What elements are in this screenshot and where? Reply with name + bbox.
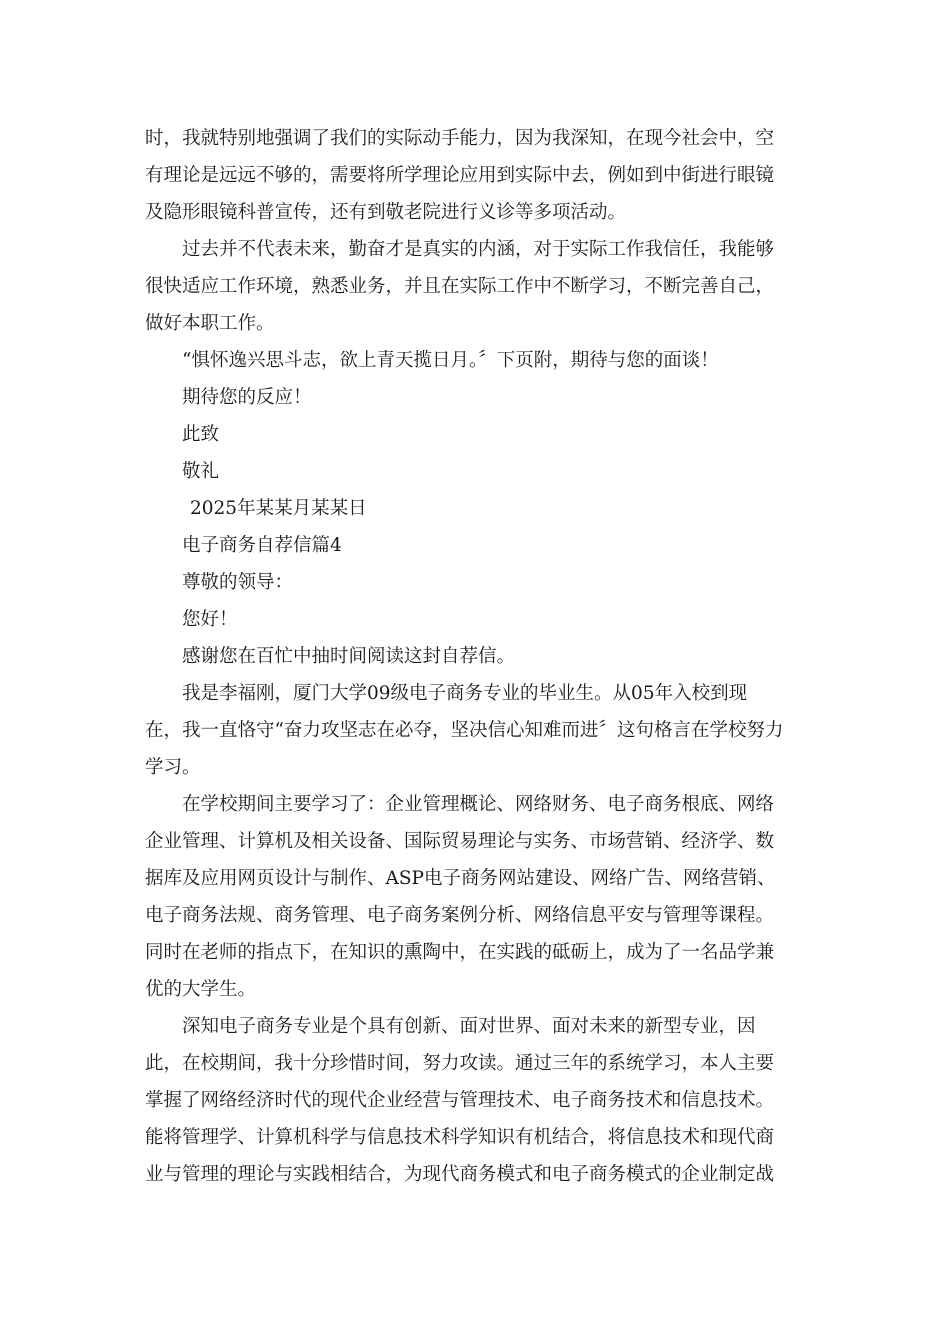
text-line: 时，我就特别地强调了我们的实际动手能力，因为我深知，在现今社会中，空 (145, 128, 775, 149)
text-line: 企业管理、计算机及相关设备、国际贸易理论与实务、市场营销、经济学、数 (145, 831, 775, 852)
text-line: 很快适应工作环境，熟悉业务，并且在实际工作中不断学习，不断完善自己， (145, 276, 775, 297)
text-line: 在，我一直恪守“奋力攻坚志在必夺，坚决信心知难而进〞这句格言在学校努力 (145, 720, 784, 741)
text-line: 据库及应用网页设计与制作、ASP电子商务网站建设、网络广告、网络营销、 (145, 868, 776, 889)
text-line: 您好！ (182, 609, 238, 630)
text-line: 掌握了网络经济时代的现代企业经营与管理技术、电子商务技术和信息技术。 (145, 1090, 775, 1111)
text-line: 做好本职工作。 (145, 313, 275, 334)
text-line: “惧怀逸兴思斗志，欲上青天揽日月。〞下页附，期待与您的面谈！ (182, 350, 719, 371)
document-body (145, 120, 810, 1193)
text-line: 学习。 (145, 757, 201, 778)
text-line: 深知电子商务专业是个具有创新、面对世界、面对未来的新型专业，因 (182, 1016, 756, 1037)
text-line: 及隐形眼镜科普宣传，还有到敬老院进行义诊等多项活动。 (145, 202, 627, 223)
text-line: 能将管理学、计算机科学与信息技术科学知识有机结合，将信息技术和现代商 (145, 1127, 775, 1148)
text-line: 我是李福刚，厦门大学09级电子商务专业的毕业生。从05年入校到现 (182, 683, 748, 704)
text-line: 此，在校期间，我十分珍惜时间，努力攻读。通过三年的系统学习，本人主要 (145, 1053, 775, 1074)
text-line: 电子商务法规、商务管理、电子商务案例分析、网络信息平安与管理等课程。 (145, 905, 775, 926)
text-line: 此致 (182, 424, 220, 445)
text-line: 感谢您在百忙中抽时间阅读这封自荐信。 (182, 646, 516, 667)
text-line: 过去并不代表未来，勤奋才是真实的内涵，对于实际工作我信任，我能够 (182, 239, 775, 260)
text-line: 有理论是远远不够的，需要将所学理论应用到实际中去，例如到中街进行眼镜 (145, 165, 775, 186)
text-line: 尊敬的领导： (182, 572, 294, 593)
text-line: 电子商务自荐信篇4 (182, 535, 342, 556)
text-line: 优的大学生。 (145, 979, 257, 1000)
text-line: 同时在老师的指点下，在知识的熏陶中，在实践的砥砺上，成为了一名品学兼 (145, 942, 775, 963)
text-line: 期待您的反应！ (182, 387, 312, 408)
text-line: 业与管理的理论与实践相结合，为现代商务模式和电子商务模式的企业制定战 (145, 1164, 775, 1185)
text-line: 敬礼 (182, 461, 220, 482)
text-line: 2025年某某月某某日 (190, 498, 367, 519)
text-line: 在学校期间主要学习了：企业管理概论、网络财务、电子商务根底、网络 (182, 794, 775, 815)
